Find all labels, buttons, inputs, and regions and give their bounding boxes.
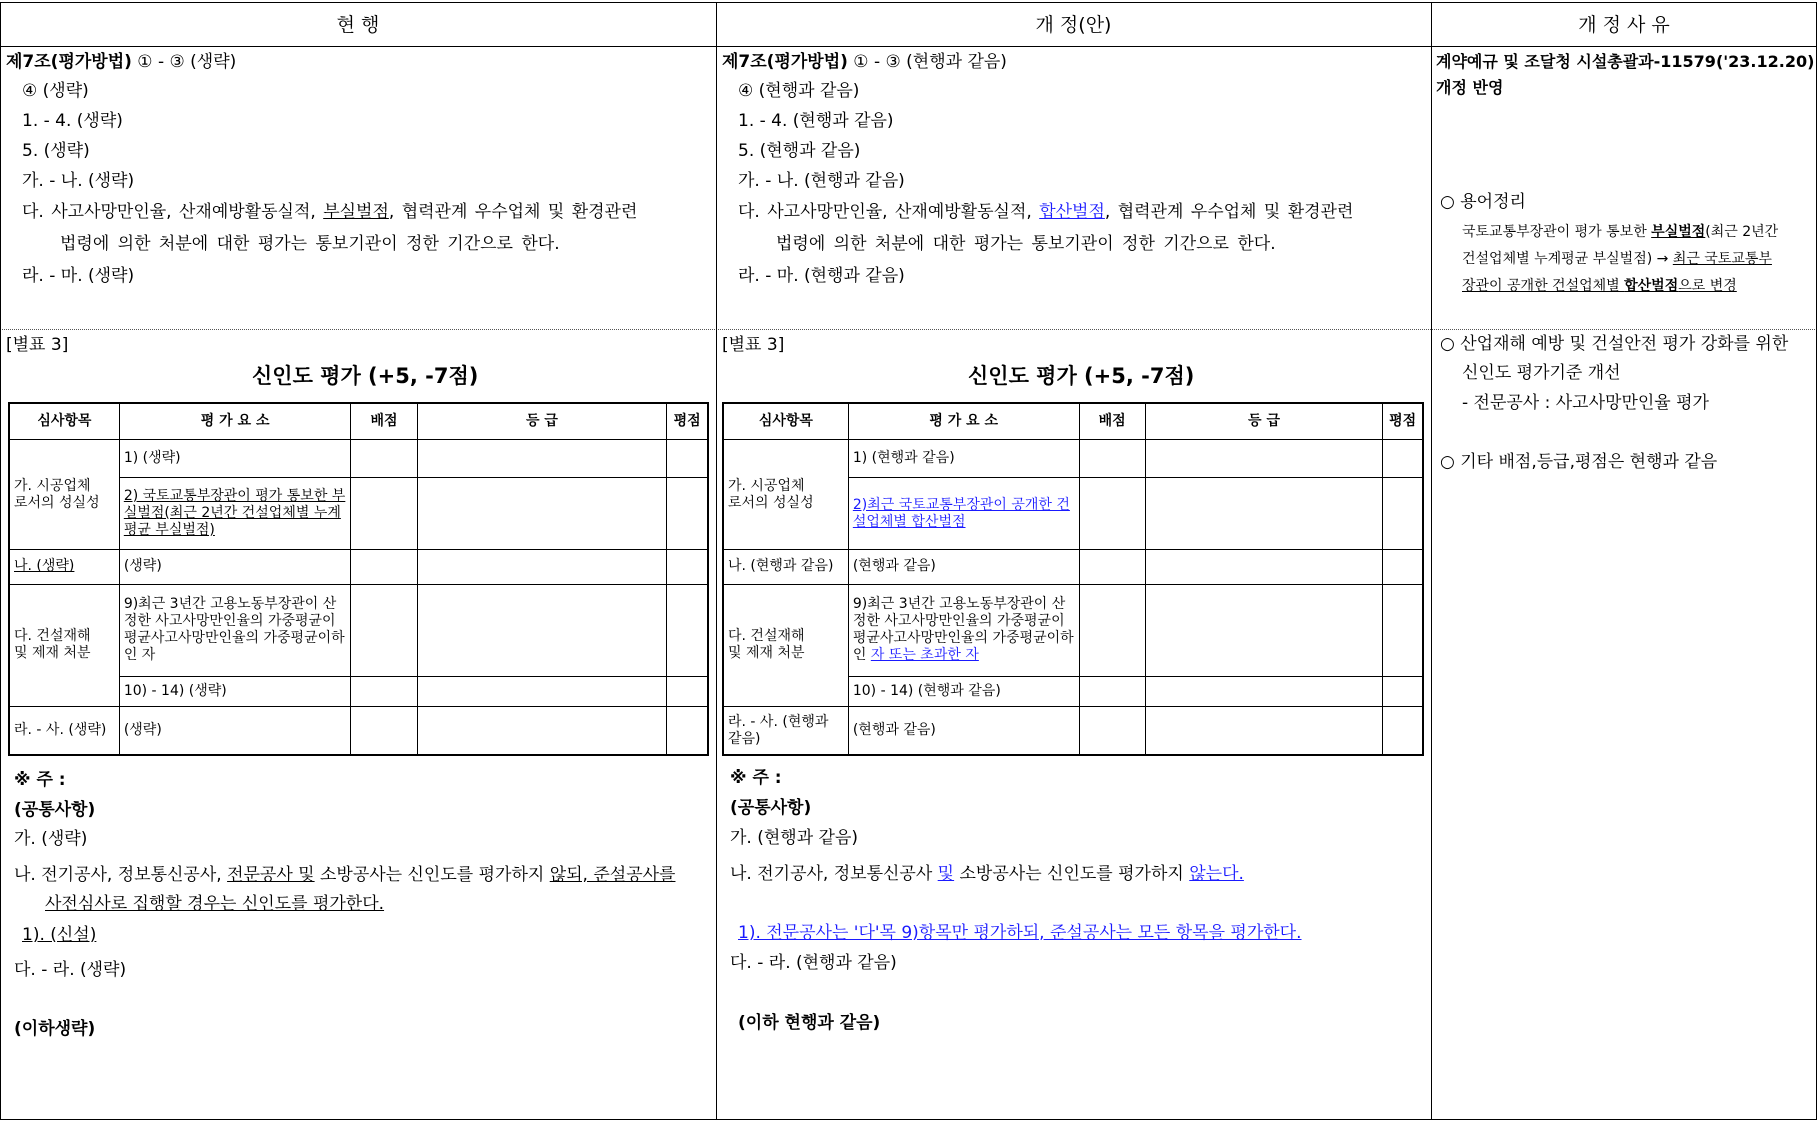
current-common-label: (공통사항)	[14, 800, 96, 820]
row-a-item-1: 1) (현행과 같음)	[848, 439, 1079, 477]
reason-terms-heading: ○ 용어정리	[1440, 192, 1526, 212]
row-d-item: (생략)	[119, 707, 351, 755]
col-header-item: 심사항목	[723, 403, 848, 439]
revised-note-label: ※ 주 :	[730, 768, 782, 788]
revised-note-5: 다. - 라. (현행과 같음)	[730, 953, 897, 973]
reason-terms-line-3: 장관이 공개한 건설업체별 합산벌점으로 변경	[1462, 278, 1737, 294]
current-article-title: 제7조(평가방법) ① - ③ (생략)	[6, 52, 237, 72]
revised-note-new: 1). 전문공사는 '다'목 9)항목만 평가하되, 준설공사는 모든 항목을 평가한다.	[738, 923, 1302, 943]
row-c-item-2: 10) - 14) (생략)	[119, 677, 351, 707]
current-note-3: 사전심사로 집행할 경우는 신인도를 평가한다.	[45, 894, 385, 914]
current-eval-table	[8, 402, 709, 756]
col-header-grade: 등 급	[1145, 403, 1383, 439]
col-header-rating: 평점	[667, 403, 708, 439]
row-a-item-1: 1) (생략)	[119, 439, 351, 477]
revised-article-title: 제7조(평가방법) ① - ③ (현행과 같음)	[722, 52, 1007, 72]
header-reason: 개 정 사 유	[1578, 13, 1670, 36]
revised-line-5: 가. - 나. (현행과 같음)	[738, 171, 905, 191]
col-divider-2	[1431, 2, 1432, 1120]
row-b-item: (현행과 같음)	[848, 550, 1079, 584]
row-b-label: 나. (현행과 같음)	[723, 550, 848, 584]
header-revised: 개 정(안)	[1035, 13, 1112, 36]
revised-table-title: 신인도 평가 (+5, -7점)	[968, 364, 1195, 388]
current-note-1: 가. (생략)	[14, 829, 88, 849]
current-note-2: 나. 전기공사, 정보통신공사, 전문공사 및 소방공사는 신인도를 평가하지 않되, 준설공사를	[14, 865, 676, 885]
reason-bottom-4: ○ 기타 배점,등급,평점은 현행과 같음	[1440, 452, 1718, 472]
col-header-score: 배점	[351, 403, 417, 439]
row-a-label: 가. 시공업체 로서의 성실성	[723, 439, 848, 550]
reason-source-2: 개정 반영	[1436, 78, 1504, 97]
row-a-label: 가. 시공업체 로서의 성실성	[9, 439, 119, 550]
header-divider	[0, 46, 1817, 47]
reason-source: 계약예규 및 조달청 시설총괄과-11579('23.12.20)	[1436, 52, 1815, 71]
current-appendix-label: [별표 3]	[6, 335, 69, 355]
revised-line-7: 법령에 의한 처분에 대한 평가는 통보기관이 정한 기간으로 한다.	[776, 234, 1276, 254]
col-header-item: 심사항목	[9, 403, 119, 439]
row-d-label: 라. - 사. (생략)	[9, 707, 119, 755]
frame-left	[0, 2, 1, 1120]
current-note-4: 1). (신설)	[22, 925, 97, 945]
row-a-item-2: 2)최근 국토교통부장관이 공개한 건설업체별 합산벌점	[848, 477, 1079, 549]
revised-line-3: 1. - 4. (현행과 같음)	[738, 111, 894, 131]
current-line-8: 라. - 마. (생략)	[22, 266, 135, 286]
section-divider	[0, 329, 1817, 330]
revised-common-label: (공통사항)	[730, 798, 812, 818]
col-header-element: 평 가 요 소	[119, 403, 351, 439]
col-divider-1	[716, 2, 717, 1120]
frame-right	[1816, 2, 1817, 1120]
row-d-label: 라. - 사. (현행과 같음)	[723, 707, 848, 755]
revised-note-1: 가. (현행과 같음)	[730, 828, 859, 848]
revised-appendix-label: [별표 3]	[722, 335, 785, 355]
reason-bottom-1: ○ 산업재해 예방 및 건설안전 평가 강화를 위한	[1440, 334, 1789, 354]
reason-bottom-3: - 전문공사 : 사고사망만인율 평가	[1462, 393, 1709, 413]
current-line-2: ④ (생략)	[22, 81, 89, 101]
revised-line-4: 5. (현행과 같음)	[738, 141, 861, 161]
current-line-4: 5. (생략)	[22, 141, 90, 161]
row-c-item-2: 10) - 14) (현행과 같음)	[848, 677, 1079, 707]
row-a-item-2: 2) 국토교통부장관이 평가 통보한 부실벌점(최근 2년간 건설업체별 누계평균 부실벌점)	[119, 477, 351, 549]
row-c-label: 다. 건설재해 및 제재 처분	[723, 584, 848, 707]
current-line-5: 가. - 나. (생략)	[22, 171, 135, 191]
revised-line-2: ④ (현행과 같음)	[738, 81, 860, 101]
current-note-label: ※ 주 :	[14, 770, 66, 790]
frame-bottom	[0, 1119, 1817, 1120]
current-note-5: 다. - 라. (생략)	[14, 960, 127, 980]
reason-terms-line-2: 건설업체별 누계평균 부실벌점) → 최근 국토교통부	[1462, 251, 1772, 267]
row-b-label: 나. (생략)	[9, 550, 119, 584]
header-current: 현 행	[336, 13, 380, 36]
col-header-rating: 평점	[1383, 403, 1423, 439]
row-c-item-1: 9)최근 3년간 고용노동부장관이 산정한 사고사망만인율의 가중평균이 평균사고사망만인율의 가중평균이하인 자	[119, 584, 351, 677]
revised-eval-table	[722, 402, 1424, 756]
row-c-item-1: 9)최근 3년간 고용노동부장관이 산정한 사고사망만인율의 가중평균이 평균사고사망만인율의 가중평균이하인 자 또는 초과한 자	[848, 584, 1079, 677]
col-header-score: 배점	[1079, 403, 1145, 439]
revised-note-6: (이하 현행과 같음)	[738, 1013, 881, 1033]
reason-terms-line-1: 국토교통부장관이 평가 통보한 부실벌점(최근 2년간	[1462, 224, 1779, 240]
col-header-grade: 등 급	[417, 403, 667, 439]
current-line-3: 1. - 4. (생략)	[22, 111, 123, 131]
current-table-title: 신인도 평가 (+5, -7점)	[252, 364, 479, 388]
row-c-label: 다. 건설재해 및 제재 처분	[9, 584, 119, 707]
revised-line-6: 다. 사고사망만인율, 산재예방활동실적, 합산벌점, 협력관계 우수업체 및 환경관련	[738, 202, 1354, 222]
row-b-item: (생략)	[119, 550, 351, 584]
current-line-6: 다. 사고사망만인율, 산재예방활동실적, 부실벌점, 협력관계 우수업체 및 환경관련	[22, 202, 638, 222]
revised-line-8: 라. - 마. (현행과 같음)	[738, 266, 905, 286]
current-note-6: (이하생략)	[14, 1019, 96, 1039]
col-header-element: 평 가 요 소	[848, 403, 1079, 439]
current-line-7: 법령에 의한 처분에 대한 평가는 통보기관이 정한 기간으로 한다.	[60, 234, 560, 254]
reason-bottom-2: 신인도 평가기준 개선	[1462, 363, 1621, 383]
row-d-item: (현행과 같음)	[848, 707, 1079, 755]
revised-note-2: 나. 전기공사, 정보통신공사 및 소방공사는 신인도를 평가하지 않는다.	[730, 864, 1244, 884]
